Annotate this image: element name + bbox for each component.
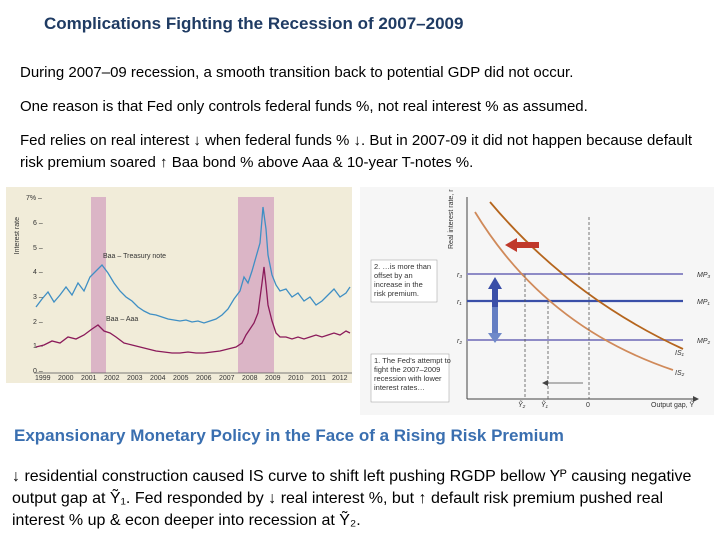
section-subtitle: Expansionary Monetary Policy in the Face of a Rising Risk Premium [14,426,564,445]
x-tick-2008: 2008 [242,375,258,382]
y-tick-5: 5 – [33,245,43,252]
x-tick-2005: 2005 [173,375,189,382]
note-bottom-line-3: recession with lower [374,374,442,383]
y-tick-6: 6 – [33,220,43,227]
x-tick-1999: 1999 [35,375,51,382]
y-tick-2: 2 – [33,319,43,326]
mp-is-chart [355,187,717,415]
label-mp3: MP₃ [697,272,711,279]
x-tick-2011: 2011 [311,375,327,382]
arrow-down-shaft [492,307,498,335]
model-ylabel: Real interest rate, r [448,189,455,249]
label-baa-treasury: Baa – Treasury note [103,253,167,260]
baa-treasury-line [36,207,350,323]
y-tick-4: 4 – [33,269,43,276]
x-tick-2007: 2007 [219,375,235,382]
x-tick-2002: 2002 [104,375,120,382]
y-tick-0: 0 – [33,368,43,375]
slide-title: Complications Fighting the Recession of 2007–2009 [44,14,464,33]
recession-band-2008 [238,197,274,373]
risk-spread-chart [6,187,352,383]
label-zero: 0 [586,402,590,409]
label-is1: IS₁ [675,350,684,357]
x-tick-2006: 2006 [196,375,212,382]
spread-x-ticks [35,375,348,382]
x-tick-2009: 2009 [265,375,281,382]
paragraph-1: During 2007–09 recession, a smooth transition back to potential GDP did not occur. [20,64,574,81]
x-tick-2000: 2000 [58,375,74,382]
y-tick-7: 7% – [26,195,42,202]
x-tick-2004: 2004 [150,375,166,382]
label-r3: r₃ [457,272,463,279]
y-tick-1: 1 – [33,343,43,350]
note-top-line-4: risk premium. [374,289,420,298]
paragraph-2: One reason is that Fed only controls federal funds %, not real interest % as assumed. [20,98,588,115]
recession-band-2001 [91,197,106,373]
x-tick-2001: 2001 [81,375,97,382]
y-tick-3: 3 – [33,294,43,301]
note-top-line-1: 2. …is more than [374,262,432,271]
label-y1: Ỹ₁ [541,402,548,409]
label-mp1: MP₁ [697,299,710,306]
x-tick-2012: 2012 [332,375,348,382]
note-top-line-3: increase in the [374,280,423,289]
note-top-line-2: offset by an [374,271,413,280]
bottom-paragraph: ↓ residential construction caused IS curve to shift left pushing RGDP bellow Yᴾ causing negative output gap at Ỹ₁. Fed responded by ↓ real interest %, but ↑ default risk premium pushed real interest % up & econ deeper into recession at Ỹ₂. [12,468,692,529]
label-mp2: MP₂ [697,338,711,345]
spread-y-ticks [26,195,43,375]
note-bottom-line-2: fight the 2007–2009 [374,365,441,374]
model-xlabel: Output gap, Ỹ [651,402,695,409]
label-y2: Ỹ₂ [518,402,526,409]
arrow-left-shaft [517,242,539,248]
paragraph-3: Fed relies on real interest ↓ when federal funds % ↓. But in 2007-09 it did not happen because default risk premium soared ↑ Baa bond % above Aaa & 10-year T-notes %. [20,132,693,171]
label-is2: IS₂ [675,370,685,377]
label-baa-aaa: Baa – Aaa [106,316,139,323]
label-r2: r₂ [457,338,463,345]
x-tick-2010: 2010 [288,375,304,382]
x-tick-2003: 2003 [127,375,143,382]
note-bottom-line-1: 1. The Fed’s attempt to [374,356,451,365]
note-bottom-line-4: interest rates… [374,383,425,392]
baa-aaa-line [36,267,350,353]
spread-chart-ylabel: Interest rate [14,217,21,255]
label-r1: r₁ [457,299,462,306]
